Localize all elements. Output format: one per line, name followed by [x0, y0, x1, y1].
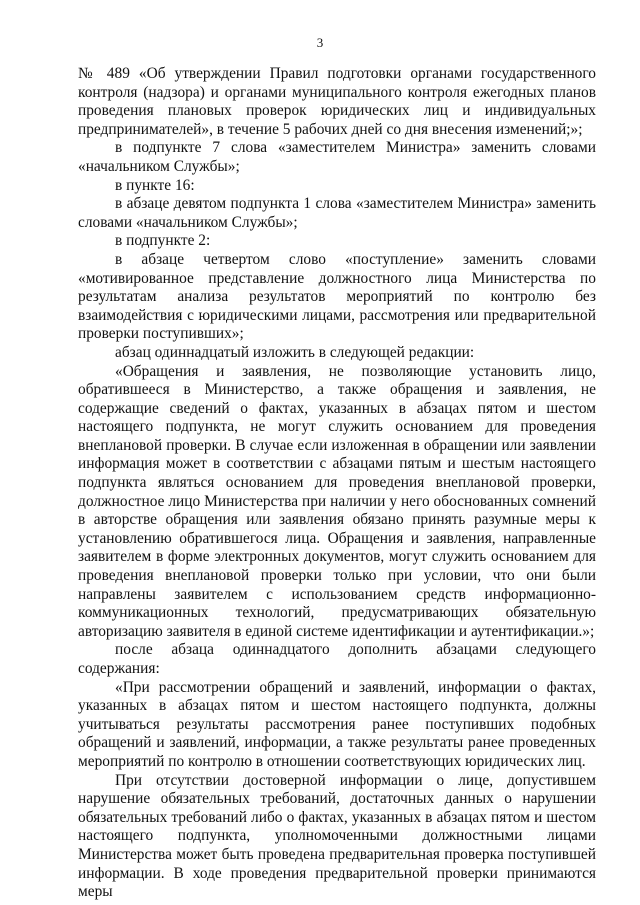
- document-body: [78, 65, 596, 902]
- paragraph-preliminary-check: При отсутствии достоверной информации о лице, допустившем нарушение обязательных требований, достаточных данных о нарушении обязательных требований либо о фактах, указанных в абзацах пятом и шестом настоящего подпункта, уполномоченными должностными лицами Министерства может быть проведена предварительная проверка поступившей информации. В ходе проведения предварительной проверки принимаются меры: [78, 771, 596, 901]
- paragraph-consideration: «При рассмотрении обращений и заявлений, информации о фактах, указанных в абзацах пятом и шестом настоящего подпункта, должны учитываться результаты рассмотрения ранее поступивших подобных обращений и заявлений, информации, а также результаты ранее проведенных мероприятий по контролю в отношении соответствующих юридических лиц.: [78, 678, 596, 770]
- paragraph-subitem-1-abzats-9: в абзаце девятом подпункта 1 слова «заместителем Министра» заменить словами «начальником Службы»;: [78, 195, 596, 231]
- paragraph-item-16: в пункте 16:: [115, 176, 195, 194]
- page-number: 3: [316, 35, 324, 50]
- paragraph-abzats-11-text: «Обращения и заявления, не позволяющие установить лицо, обратившееся в Министерство, а также обращения и заявления, не содержащие сведений о фактах, указанных в абзацах пятом и шестом настоящего подпункта, не могут служить основанием для проведения внеплановой проверки. В случае если изложенная в обращении или заявлении информация может в соответствии с абзацами пятым и шестым настоящего подпункта являться основанием для проведения внеплановой проверки, должностное лицо Министерства при наличии у него обоснованных сомнений в авторстве обращения или заявления обязано принять разумные меры к установлению обратившегося лица. Обращения и заявления, направленные заявителем в форме электронных документов, могут служить основанием для проведения внеплановой проверки только при условии, что они были направлены заявителем с использованием средств информационно-коммуникационных технологий, предусматривающих обязательную авторизацию заявителя в единой системе идентификации и аутентификации.»;: [78, 362, 596, 640]
- paragraph-subitem-7: в подпункте 7 слова «заместителем Министра» заменить словами «начальником Службы»;: [78, 139, 596, 175]
- paragraph-subitem-2: в подпункте 2:: [115, 232, 211, 250]
- paragraph-decree-reference: № 489 «Об утверждении Правил подготовки органами государственного контроля (надзора) и органами муниципального контроля ежегодных планов проведения плановых проверок юридических лиц и индивидуальных предпринимателей», в течение 5 рабочих дней со дня внесения изменений;»;: [78, 65, 596, 138]
- paragraph-abzats-11-intro: абзац одиннадцатый изложить в следующей редакции:: [115, 343, 475, 361]
- paragraph-add-abzats-intro: после абзаца одиннадцатого дополнить абзацами следующего содержания:: [78, 641, 596, 677]
- paragraph-abzats-4-change: в абзаце четвертом слово «поступление» заменить словами «мотивированное представление должностного лица Министерства по результатам анализа результатов мероприятий по контролю без взаимодействия с юридическими лицами, рассмотрения или предварительной проверки поступивших»;: [78, 250, 596, 343]
